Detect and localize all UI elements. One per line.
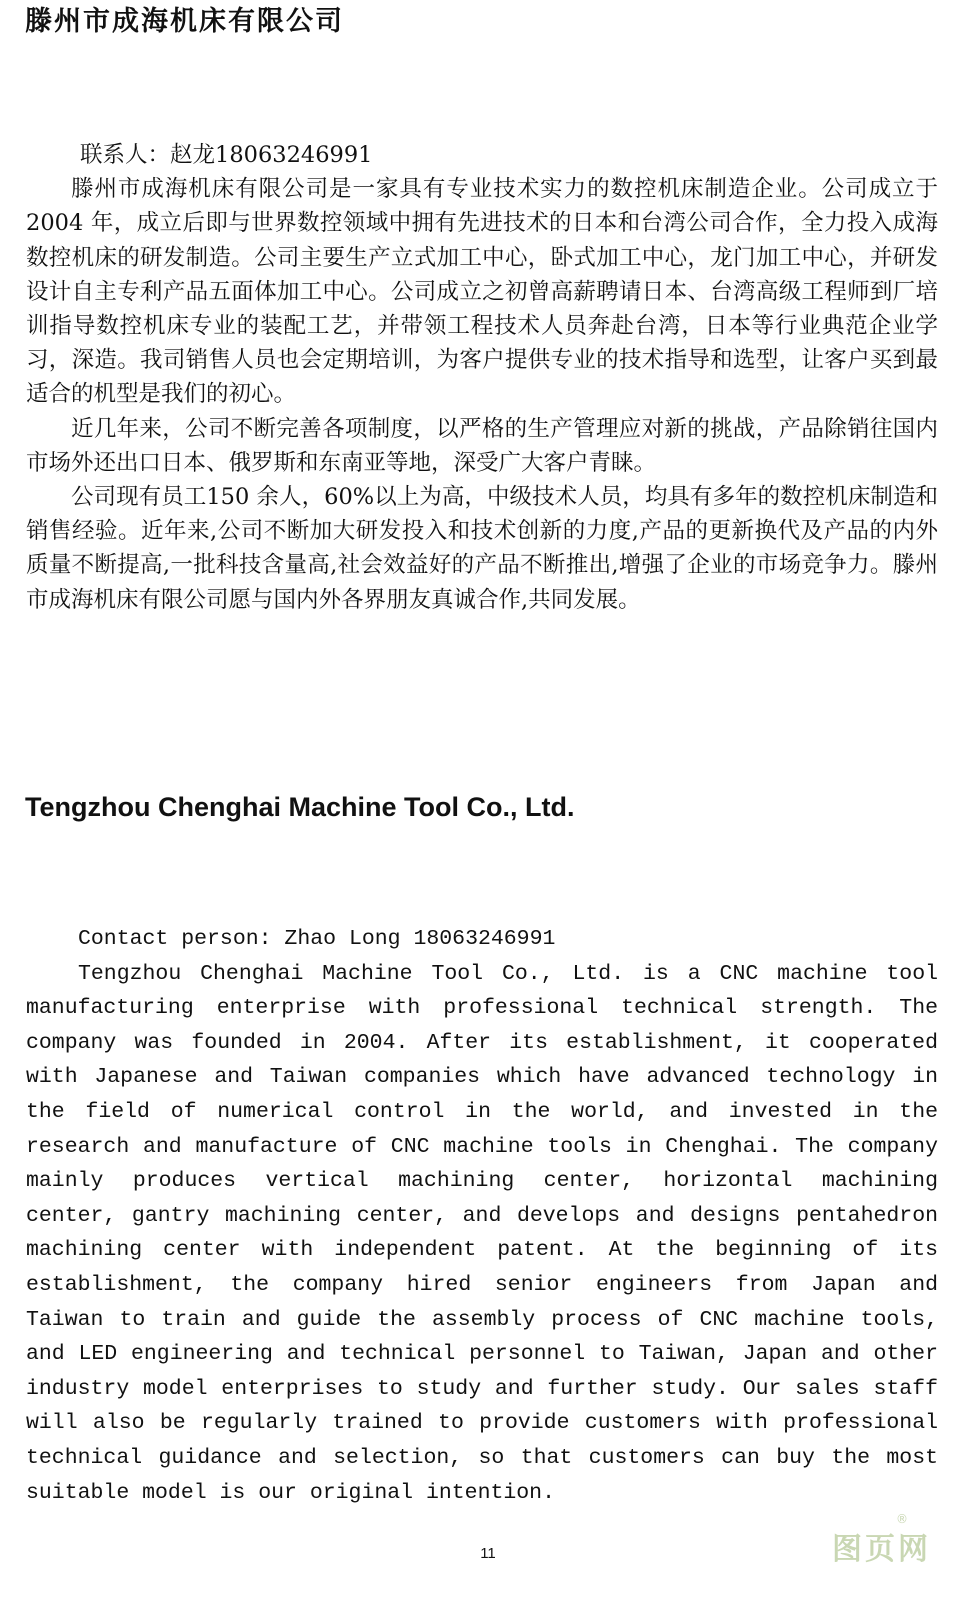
watermark-logo	[832, 1512, 962, 1567]
chinese-company-title: 滕州市成海机床有限公司	[25, 6, 344, 37]
registered-mark-icon: ®	[896, 1512, 908, 1526]
watermark-text: 图页网	[832, 1532, 931, 1567]
english-contact-line: Contact person: Zhao Long 18063246991	[78, 927, 556, 951]
english-body	[26, 922, 938, 1510]
page-number: 11	[480, 1545, 496, 1562]
chinese-body	[26, 138, 938, 617]
chinese-paragraph-staff: 公司现有员工150 余人，60%以上为高，中级技术人员，均具有多年的数控机床制造和销售经验。近年来,公司不断加大研发投入和技术创新的力度,产品的更新换代及产品的内外质量不断提高,一批科技含量高,社会效益好的产品不断推出,增强了企业的市场竞争力。滕州市成海机床有限公司愿与国内外各界朋友真诚合作,共同发展。	[26, 484, 938, 613]
chinese-contact-line: 联系人：赵龙18063246991	[80, 142, 373, 168]
english-company-title: Tengzhou Chenghai Machine Tool Co., Ltd.	[25, 792, 575, 822]
english-paragraph: Tengzhou Chenghai Machine Tool Co., Ltd. is a CNC machine tool manufacturing enterprise with professional technical strength. The company was founded in 2004. After its establishment, it cooperated with Japanese and Taiwan companies which have advanced technology in the field of numerical control in the world, and invested in the research and manufacture of CNC machine tools in Chenghai. The company mainly produces vertical machining center, horizontal machining center, gantry machining center, and develops and designs pentahedron machining center with independent patent. At the beginning of its establishment, the company hired senior engineers from Japan and Taiwan to train and guide the assembly process of CNC machine tools, and LED engineering and technical personnel to Taiwan, Japan and other industry model enterprises to study and further study. Our sales staff will also be regularly trained to provide customers with professional technical guidance and selection, so that customers can buy the most suitable model is our original intention.	[26, 961, 938, 1505]
chinese-paragraph-intro: 滕州市成海机床有限公司是一家具有专业技术实力的数控机床制造企业。公司成立于2004 年，成立后即与世界数控领域中拥有先进技术的日本和台湾公司合作，全力投入成海数控机床的研发制造。公司主要生产立式加工中心，卧式加工中心，龙门加工中心，并研发设计自主专利产品五面体加工中心。公司成立之初曾高薪聘请日本、台湾高级工程师到厂培训指导数控机床专业的装配工艺，并带领工程技术人员奔赴台湾，日本等行业典范企业学习，深造。我司销售人员也会定期培训，为客户提供专业的技术指导和选型，让客户买到最适合的机型是我们的初心。	[26, 176, 938, 408]
chinese-paragraph-recent: 近几年来，公司不断完善各项制度，以严格的生产管理应对新的挑战，产品除销往国内市场外还出口日本、俄罗斯和东南亚等地，深受广大客户青睐。	[26, 415, 938, 476]
